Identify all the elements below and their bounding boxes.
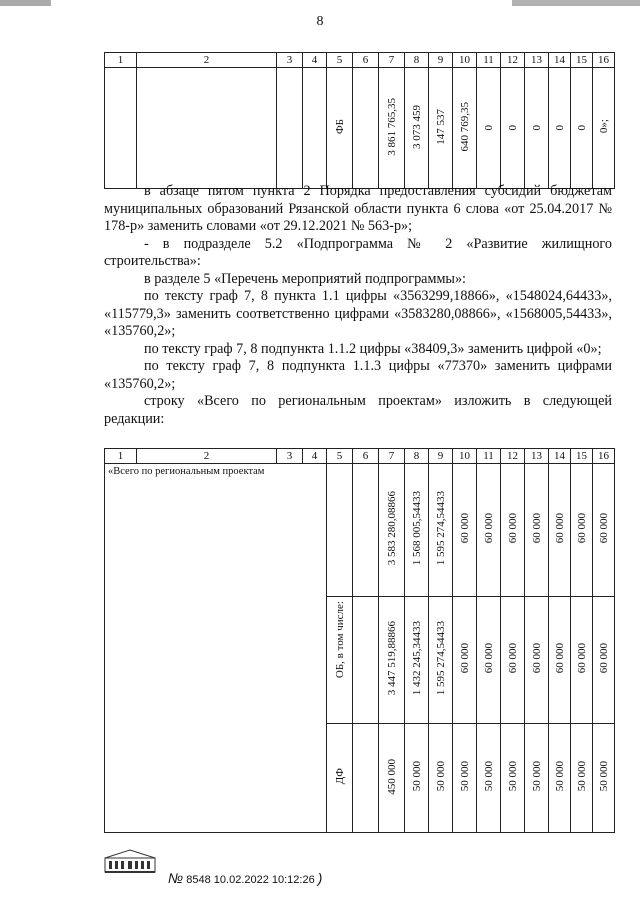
table-cell [593,597,615,724]
header-cell: 16 [593,53,615,68]
header-cell: 2 [137,449,277,464]
paragraph: по тексту граф 7, 8 подпункта 1.1.2 цифры «38409,3» заменить цифрой «0»; [144,340,602,357]
table-row-total [105,464,615,597]
header-cell: 8 [405,449,429,464]
table-cell [379,68,405,189]
cell-value: 450 000 [385,758,398,795]
header-cell: 6 [353,449,379,464]
cell-value: 3 583 280,08866 [385,491,398,566]
registration-datetime: 10.02.2022 10:12:26 [213,874,315,886]
table-header-row [105,53,615,68]
header-cell: 13 [525,53,549,68]
header-cell: 13 [525,449,549,464]
paragraph: строку «Всего по региональным проектам» изложить в следующей редакции: [104,393,612,427]
cell-value: 60 000 [575,643,588,674]
table-cell [571,597,593,724]
header-cell: 15 [571,449,593,464]
header-cell: 10 [453,53,477,68]
table-cell [453,724,477,833]
page-number: 8 [316,14,324,29]
table-cell [277,68,303,189]
building-stamp-icon [104,848,156,874]
table-top [104,52,615,189]
cell-value: 50 000 [482,761,495,792]
cell-value: 50 000 [458,761,471,792]
cell-value: 1 432 245,34433 [410,621,423,696]
header-cell: 3 [277,449,303,464]
paragraph: в абзаце пятом пункта 2 Порядка предоставления субсидий бюджетам муниципальных образований Рязанской области пункта 6 слова «от 25.04.2017 № 178-р» заменить словами «от 29.12.2021 № 563-р»; [104,183,612,234]
table-cell [405,597,429,724]
table-cell [501,724,525,833]
header-cell: 14 [549,53,571,68]
funding-source: ФБ [333,118,346,134]
cell-value: 60 000 [506,643,519,674]
cell-value: 3 447 519,88866 [385,621,398,696]
header-cell: 12 [501,53,525,68]
table-cell [353,597,379,724]
cell-value: 60 000 [506,513,519,544]
header-cell: 16 [593,449,615,464]
cell-value: 3 861 765,35 [385,97,398,156]
registration-bracket: ) [317,870,323,886]
table-header-row [105,449,615,464]
table-cell [477,597,501,724]
cell-value: 640 769,35 [458,101,471,152]
table-cell [379,464,405,597]
table-cell [525,464,549,597]
cell-value: 50 000 [530,761,543,792]
table-cell [429,464,453,597]
scan-edge [0,0,640,6]
cell-value: 50 000 [553,761,566,792]
cell-value: 3 073 459 [410,104,423,149]
header-cell: 14 [549,449,571,464]
header-cell: 1 [105,53,137,68]
cell-value: 60 000 [458,513,471,544]
header-cell: 2 [137,53,277,68]
cell-value: 1 568 005,54433 [410,491,423,566]
table-cell [593,724,615,833]
cell-value: 50 000 [597,761,610,792]
table-cell [353,464,379,597]
table-cell [571,68,593,189]
cell-value: 60 000 [553,643,566,674]
table-cell [593,464,615,597]
row-label: «Всего по региональным проектам [105,464,327,833]
table-cell [327,724,353,833]
table-cell [327,68,353,189]
header-cell: 10 [453,449,477,464]
header-cell: 5 [327,449,353,464]
cell-value: 0 [506,125,519,131]
cell-value: 50 000 [434,761,447,792]
table-cell [571,724,593,833]
table-cell [379,724,405,833]
cell-value: 60 000 [597,643,610,674]
header-cell: 4 [303,449,327,464]
header-cell: 3 [277,53,303,68]
table-regional-projects [104,448,615,833]
cell-value: 60 000 [530,513,543,544]
header-cell: 12 [501,449,525,464]
header-cell: 9 [429,449,453,464]
table-row [105,68,615,189]
table-cell [477,68,501,189]
table-cell [137,68,277,189]
table-cell [525,68,549,189]
table-cell [525,597,549,724]
table-cell [525,724,549,833]
cell-value: 147 537 [434,108,447,145]
header-cell: 8 [405,53,429,68]
cell-value: 0 [482,125,495,131]
table-cell [477,724,501,833]
cell-value: 60 000 [458,643,471,674]
registration-mark: № [168,870,184,886]
funding-source: ОБ, в том числе: [333,601,346,679]
table-cell [501,464,525,597]
table-cell [303,68,327,189]
header-cell: 11 [477,449,501,464]
header-cell: 7 [379,449,405,464]
table-cell [593,68,615,189]
table-cell [405,464,429,597]
header-cell: 7 [379,53,405,68]
cell-value: 60 000 [482,513,495,544]
table-cell [477,464,501,597]
table-cell [353,68,379,189]
table-cell [379,597,405,724]
table-cell [453,68,477,189]
cell-value: 0 [553,125,566,131]
cell-value: 60 000 [530,643,543,674]
amendment-text [104,183,612,428]
table-cell [429,597,453,724]
table-cell [549,724,571,833]
header-cell: 9 [429,53,453,68]
table-cell [549,464,571,597]
table-cell [549,68,571,189]
table-cell [453,464,477,597]
table-cell [405,68,429,189]
table-cell [429,724,453,833]
table-cell [405,724,429,833]
header-cell: 1 [105,449,137,464]
registration-stamp [168,870,322,886]
cell-value: 0 [575,125,588,131]
table-cell [571,464,593,597]
table-cell [105,68,137,189]
table-cell [453,597,477,724]
header-cell: 15 [571,53,593,68]
paragraph: по тексту граф 7, 8 пункта 1.1 цифры «3563299,18866», «1548024,64433», «115779,3» заменить соответственно цифрами «3583280,08866», «1568005,54433», «135760,2»; [104,288,612,339]
cell-value: 60 000 [553,513,566,544]
cell-value: 0 [530,125,543,131]
table-cell [501,597,525,724]
table-cell [353,724,379,833]
header-cell: 6 [353,53,379,68]
paragraph: по тексту граф 7, 8 подпункта 1.1.3 цифры «77370» заменить цифрами «135760,2»; [104,358,612,392]
paragraph: в разделе 5 «Перечень мероприятий подпрограммы»: [144,270,466,287]
cell-value: 60 000 [597,513,610,544]
table-cell [549,597,571,724]
table-cell [327,597,353,724]
cell-value: 1 595 274,54433 [434,491,447,566]
funding-source: ДФ [333,768,346,785]
registration-number: 8548 [186,874,211,886]
table-cell [501,68,525,189]
cell-value: 50 000 [575,761,588,792]
header-cell: 11 [477,53,501,68]
cell-value: 50 000 [410,761,423,792]
table-cell [429,68,453,189]
header-cell: 4 [303,53,327,68]
cell-value: 50 000 [506,761,519,792]
header-cell: 5 [327,53,353,68]
cell-value: 0»; [597,119,610,134]
cell-value: 60 000 [482,643,495,674]
cell-value: 60 000 [575,513,588,544]
cell-value: 1 595 274,54433 [434,621,447,696]
table-cell [327,464,353,597]
paragraph: - в подразделе 5.2 «Подпрограмма № 2 «Развитие жилищного строительства»: [104,235,612,269]
